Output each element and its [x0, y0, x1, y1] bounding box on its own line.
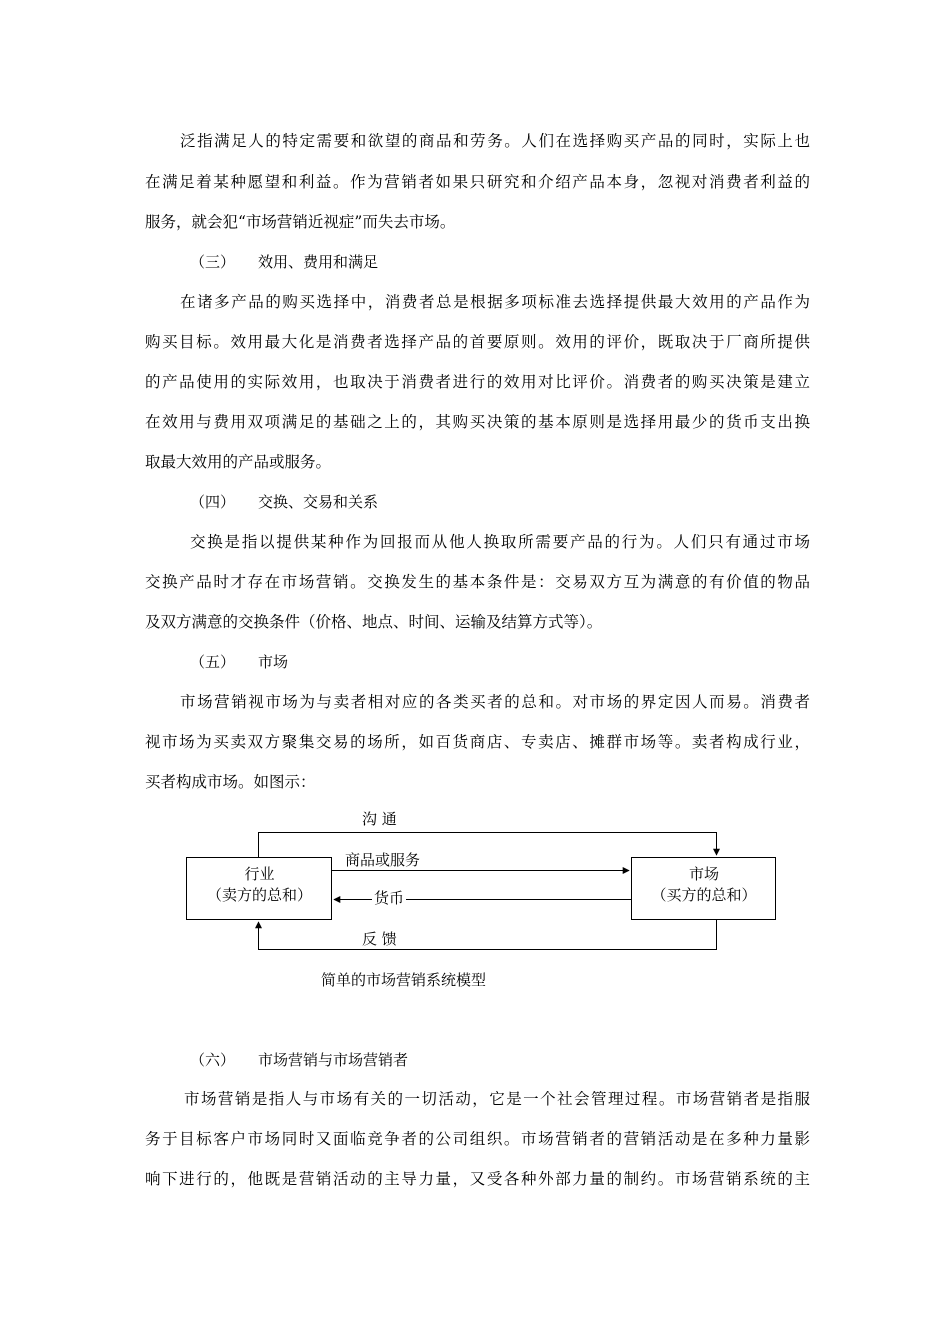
feedback-arrow — [259, 920, 717, 950]
paragraph-1-line-3: 服务，就会犯“市场营销近视症”而失去市场。 — [145, 213, 456, 231]
paragraph-5-line-3: 响下进行的，他既是营销活动的主导力量，又受各种外部力量的制约。市场营销系统的主 — [145, 1170, 810, 1188]
heading-3-number: （三） — [190, 253, 236, 271]
paragraph-2-line-4: 在效用与费用双项满足的基础之上的，其购买决策的基本原则是选择用最少的货币支出换 — [145, 413, 810, 431]
market-box-title: 市场 — [688, 865, 719, 883]
paragraph-2-line-3: 的产品使用的实际效用，也取决于消费者进行的效用对比评价。消费者的购买决策是建立 — [145, 373, 810, 391]
heading-6-title: 市场营销与市场营销者 — [258, 1051, 409, 1069]
goods-label: 商品或服务 — [345, 851, 421, 869]
heading-5-number: （五） — [190, 653, 236, 671]
heading-5-title: 市场 — [258, 653, 289, 671]
communication-label: 沟 通 — [362, 810, 397, 828]
paragraph-5-line-2: 务于目标客户市场同时又面临竞争者的公司组织。市场营销者的营销活动是在多种力量影 — [145, 1130, 810, 1148]
paragraph-2-line-5: 取最大效用的产品或服务。 — [145, 453, 332, 471]
money-label: 货币 — [374, 889, 405, 907]
feedback-label: 反 馈 — [362, 930, 397, 948]
paragraph-3-line-1: 交换是指以提供某种作为回报而从他人换取所需要产品的行为。人们只有通过市场 — [190, 533, 810, 551]
paragraph-3-line-3: 及双方满意的交换条件（价格、地点、时间、运输及结算方式等）。 — [145, 613, 603, 631]
paragraph-2-line-2: 购买目标。效用最大化是消费者选择产品的首要原则。效用的评价，既取决于厂商所提供 — [145, 333, 810, 351]
heading-4-number: （四） — [190, 493, 236, 511]
industry-box-subtitle: （卖方的总和） — [206, 886, 312, 904]
heading-4-title: 交换、交易和关系 — [258, 493, 379, 511]
paragraph-3-line-2: 交换产品时才存在市场营销。交换发生的基本条件是：交易双方互为满意的有价值的物品 — [145, 573, 810, 591]
communication-arrow — [259, 833, 717, 858]
heading-3-title: 效用、费用和满足 — [258, 253, 379, 271]
paragraph-5-line-1: 市场营销是指人与市场有关的一切活动，它是一个社会管理过程。市场营销者是指服 — [184, 1090, 810, 1108]
paragraph-1-line-1: 泛指满足人的特定需要和欲望的商品和劳务。人们在选择购买产品的同时，实际上也 — [180, 132, 810, 150]
market-box-subtitle: （买方的总和） — [651, 886, 757, 904]
paragraph-4-line-2: 视市场为买卖双方聚集交易的场所，如百货商店、专卖店、摊群市场等。卖者构成行业， — [145, 733, 810, 751]
paragraph-2-line-1: 在诸多产品的购买选择中，消费者总是根据多项标准去选择提供最大效用的产品作为 — [180, 293, 810, 311]
industry-box-title: 行业 — [244, 865, 275, 883]
diagram-caption: 简单的市场营销系统模型 — [321, 971, 487, 989]
heading-6-number: （六） — [190, 1051, 236, 1069]
paragraph-4-line-1: 市场营销视市场为与卖者相对应的各类买者的总和。对市场的界定因人而易。消费者 — [180, 693, 810, 711]
paragraph-4-line-3: 买者构成市场。如图示： — [145, 773, 316, 791]
paragraph-1-line-2: 在满足着某种愿望和利益。作为营销者如果只研究和介绍产品本身，忽视对消费者利益的 — [145, 173, 810, 191]
